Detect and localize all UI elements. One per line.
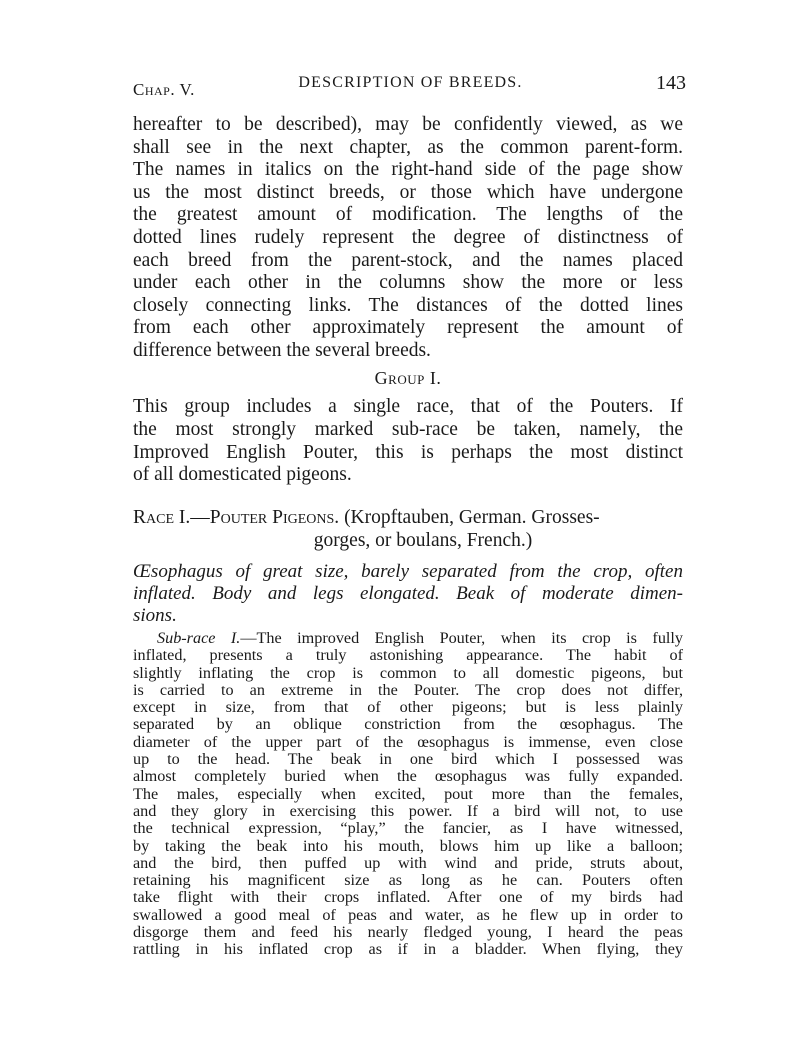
text-line: inflated, presents a truly astonishing appearance. The habit of: [133, 646, 683, 665]
text-line: and they glory in exercising this power. If a bird will not, to use: [133, 801, 683, 820]
chapter-label: Chap. V.: [133, 80, 195, 99]
text-line: disgorge them and feed his nearly fledged young, I heard the peas: [133, 923, 683, 942]
text-line: swallowed a good meal of peas and water, as he flew up in order to: [133, 905, 683, 924]
text-line: take flight with their crops inflated. After one of my birds had: [133, 888, 683, 907]
text-line: dotted lines rudely represent the degree of distinctness of: [133, 226, 683, 248]
sub-race-text: —The improved English Pouter, when its crop is fully: [240, 629, 684, 647]
race-label: Race I.—Pouter Pigeons.: [133, 507, 340, 528]
text-line: up to the head. The beak in one bird which I possessed was: [133, 750, 683, 769]
text-line: almost completely buried when the œsophagus was fully expanded.: [133, 767, 683, 786]
text-line: slightly inflating the crop is common to all domestic pigeons, but: [133, 663, 683, 682]
text-line: This group includes a single race, that of the Pouters. If: [133, 396, 683, 417]
text-line: from each other approximately represent the amount of: [133, 317, 683, 339]
text-line: difference between the several breeds.: [133, 339, 431, 361]
paragraph-sub-race: [133, 630, 683, 959]
text-line: The names in italics on the right-hand side of the page show: [133, 159, 683, 181]
text-line: inflated. Body and legs elongated. Beak of moderate dimen-: [133, 583, 683, 604]
sub-race-label: Sub-race I.: [157, 629, 241, 647]
paragraph-parent-form: [133, 114, 683, 363]
text-line: the technical expression, “play,” the fancier, as I have witnessed,: [133, 819, 683, 838]
text-line: Œsophagus of great size, barely separated from the crop, often: [133, 561, 683, 582]
page-number: 143: [656, 72, 686, 94]
text-line: except in size, from that of other pigeons; but is less plainly: [133, 698, 683, 717]
text-line: the greatest amount of modification. The lengths of the: [133, 204, 683, 226]
race-synonyms: (Kropftauben, German. Grosses-: [339, 507, 600, 528]
race-synonyms-continued: gorges, or boulans, French.): [313, 530, 533, 551]
group-heading: Group I.: [374, 368, 442, 388]
paragraph-race-characters: [133, 561, 683, 627]
text-line: sions.: [133, 605, 177, 626]
text-line: The males, especially when excited, pout more than the females,: [133, 784, 683, 803]
text-line: the most strongly marked sub-race be taken, namely, the: [133, 418, 683, 440]
text-line: [133, 630, 683, 647]
page-header: [133, 74, 688, 104]
text-line: Improved English Pouter, this is perhaps the most distinct: [133, 441, 683, 463]
text-line: each breed from the parent-stock, and the names placed: [133, 249, 683, 271]
text-line: separated by an oblique constriction from the œsophagus. The: [133, 715, 683, 734]
running-title: DESCRIPTION OF BREEDS.: [298, 74, 523, 91]
race-heading-line: [133, 507, 600, 528]
text-line: and the bird, then puffed up with wind and pride, struts about,: [133, 853, 683, 872]
text-line: us the most distinct breeds, or those which have undergone: [133, 181, 683, 203]
text-line: hereafter to be described), may be confidently viewed, as we: [133, 114, 683, 135]
text-line: diameter of the upper part of the œsophagus is immense, even close: [133, 732, 683, 751]
text-line: closely connecting links. The distances of the dotted lines: [133, 294, 683, 316]
text-line: shall see in the next chapter, as the common parent-form.: [133, 136, 683, 158]
text-line: is carried to an extreme in the Pouter. The crop does not differ,: [133, 680, 683, 699]
text-line: by taking the beak into his mouth, blows him up like a balloon;: [133, 836, 683, 855]
race-heading: [133, 506, 683, 552]
text-line: of all domesticated pigeons.: [133, 464, 352, 486]
paragraph-group-intro: [133, 396, 683, 487]
text-line: under each other in the columns show the more or less: [133, 272, 683, 294]
text-line: retaining his magnificent size as long as he can. Pouters often: [133, 871, 683, 890]
text-line: rattling in his inflated crop as if in a bladder. When flying, they: [133, 940, 683, 959]
